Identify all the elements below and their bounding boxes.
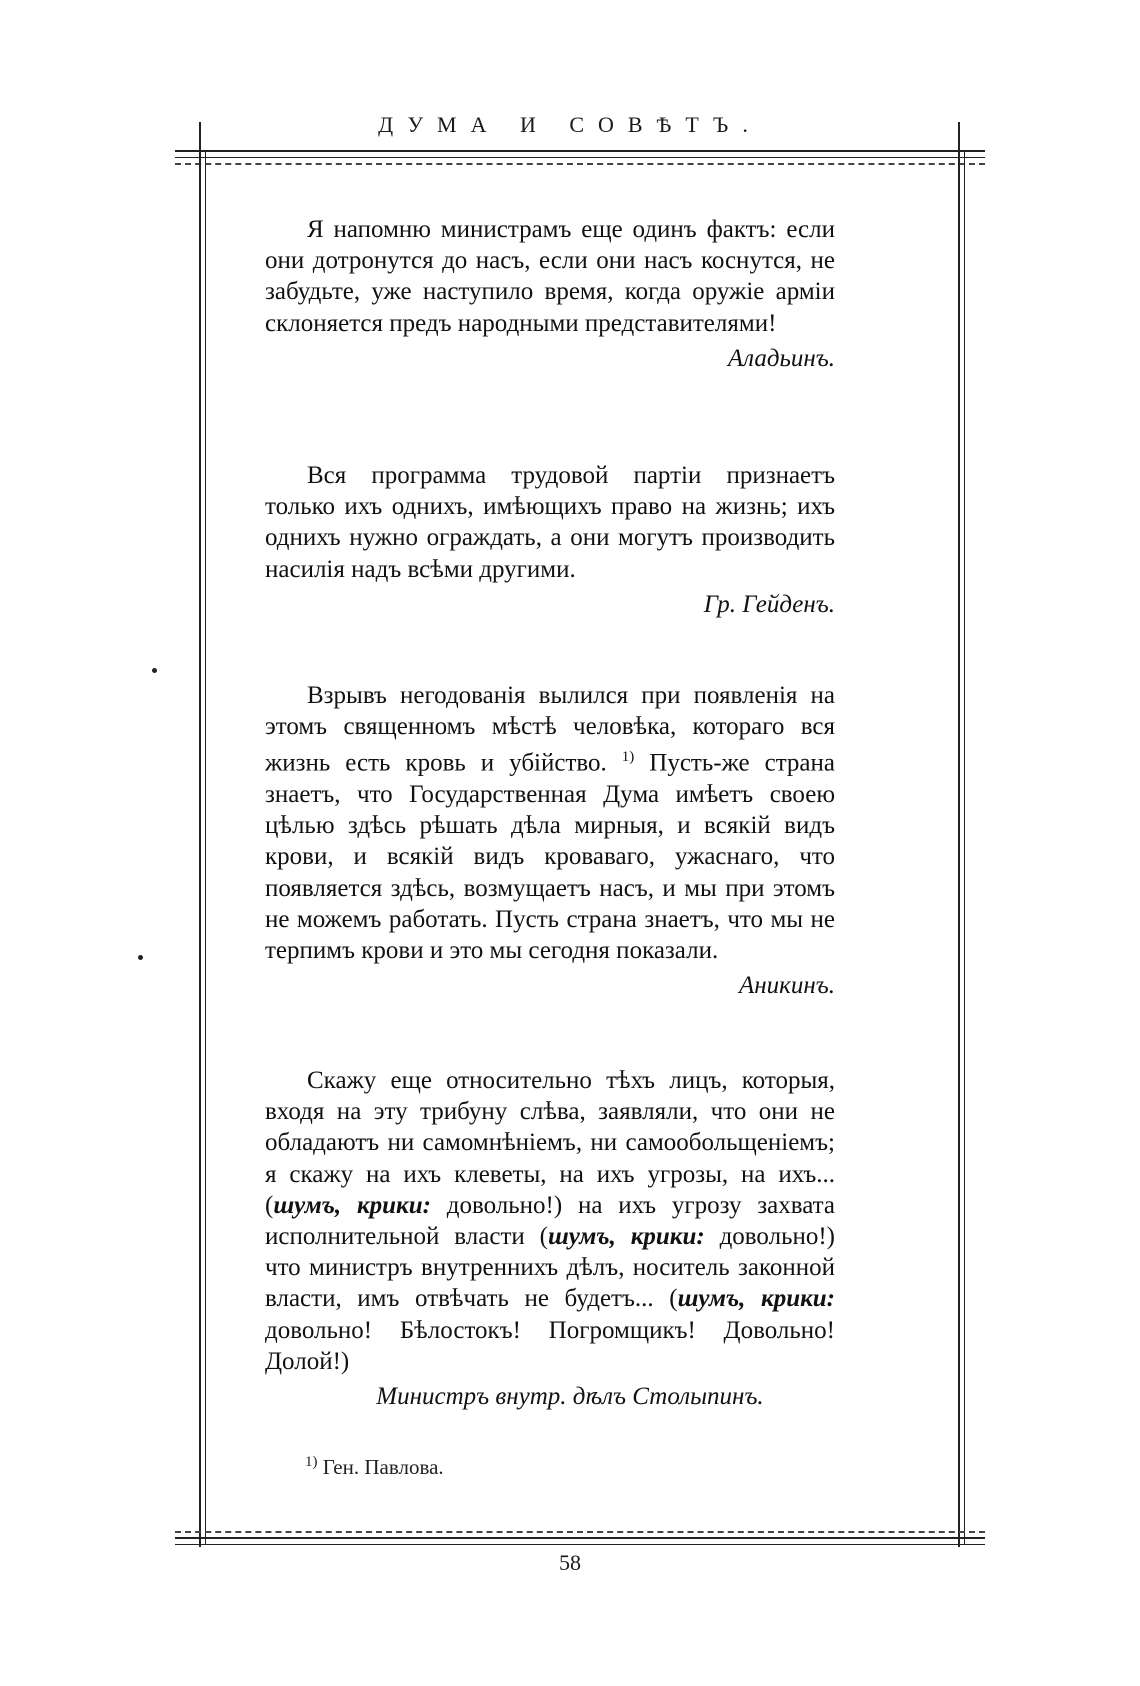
quote-anikin [265, 680, 835, 1001]
top-dashed-rule [175, 163, 985, 165]
bottom-rule-thin [175, 1544, 985, 1545]
page-number: 58 [559, 1550, 581, 1575]
footnote-text: Ген. Павлова. [322, 1455, 444, 1479]
footnote-reference: 1) [621, 749, 635, 766]
quote-author: Министръ внутр. дѣлъ Столыпинъ. [376, 1383, 764, 1411]
quote-geiden [265, 460, 835, 620]
quote-text: Я напомню министрамъ еще одинъ фактъ: если они дотронутся до насъ, если они насъ коснутся, не забудьте, уже наступило время, когда оружіе арміи склоняется предъ народными представителями! [265, 216, 835, 337]
quote-aladin [265, 214, 835, 374]
top-rule-thin [175, 157, 985, 158]
stage-remark: шумъ, крики: [273, 1191, 431, 1219]
footnote [305, 1454, 444, 1480]
quote-author: Гр. Гейденъ. [703, 590, 835, 618]
quote-author: Аладьинъ. [727, 344, 835, 372]
quote-text-part: Скажу еще относительно тѣхъ лицъ, которыя, входя на эту трибуну слѣва, заявляли, что они не обладаютъ ни самомнѣніемъ, ни самообольщеніемъ; я скажу на ихъ клеветы, на ихъ угрозы, на ихъ... ( [265, 1067, 835, 1219]
quote-text [265, 680, 835, 966]
stage-remark: шумъ, крики: [677, 1285, 836, 1313]
quote-text-part: довольно! Бѣлостокъ! Погромщикъ! Довольно! Долой!) [265, 1316, 835, 1375]
top-rule [175, 150, 985, 152]
quote-text-part: Пусть-же страна знаетъ, что Государственная Дума имѣетъ своею цѣлью здѣсь рѣшать дѣла мирныя, и всякій видъ крови, и всякій видъ кроваваго, ужаснаго, что появляется здѣсь, возмущаетъ насъ, и мы при этомъ не можемъ работать. Пусть страна знаетъ, что мы не терпимъ крови и это мы сегодня показали. [265, 749, 835, 964]
right-frame-line [958, 122, 960, 1547]
stage-remark: шумъ, крики: [547, 1223, 705, 1251]
quote-text-part: Взрывъ негодованія вылился при появленія на этомъ священномъ мѣстѣ человѣка, котораго вся жизнь есть кровь и убійство. [265, 682, 835, 777]
left-frame-line [199, 122, 201, 1547]
quote-author: Аникинъ. [739, 972, 835, 1000]
bottom-rule [175, 1537, 985, 1539]
scan-speck [152, 668, 157, 673]
quote-text [265, 1065, 835, 1377]
bottom-dashed-rule [175, 1531, 985, 1533]
quote-text-part: довольно!) на ихъ угрозу захвата исполнительной власти ( [265, 1191, 835, 1251]
right-frame-line-inner [964, 150, 965, 1545]
quote-stolypin [265, 1065, 835, 1412]
quote-text: Вся программа трудовой партіи признаетъ только ихъ однихъ, имѣющихъ право на жизнь; ихъ однихъ нужно ограждать, а они могутъ производить насилія надъ всѣми другими. [265, 462, 835, 583]
footnote-mark: 1) [305, 1454, 318, 1470]
quote-text-part: довольно!) что министръ внутреннихъ дѣлъ, носитель законной власти, имъ отвѣчать не будетъ... ( [265, 1223, 836, 1313]
left-frame-line-inner [205, 150, 206, 1545]
running-head: ДУМА И СОВѢТЪ. [378, 112, 762, 137]
scan-speck [138, 955, 143, 960]
